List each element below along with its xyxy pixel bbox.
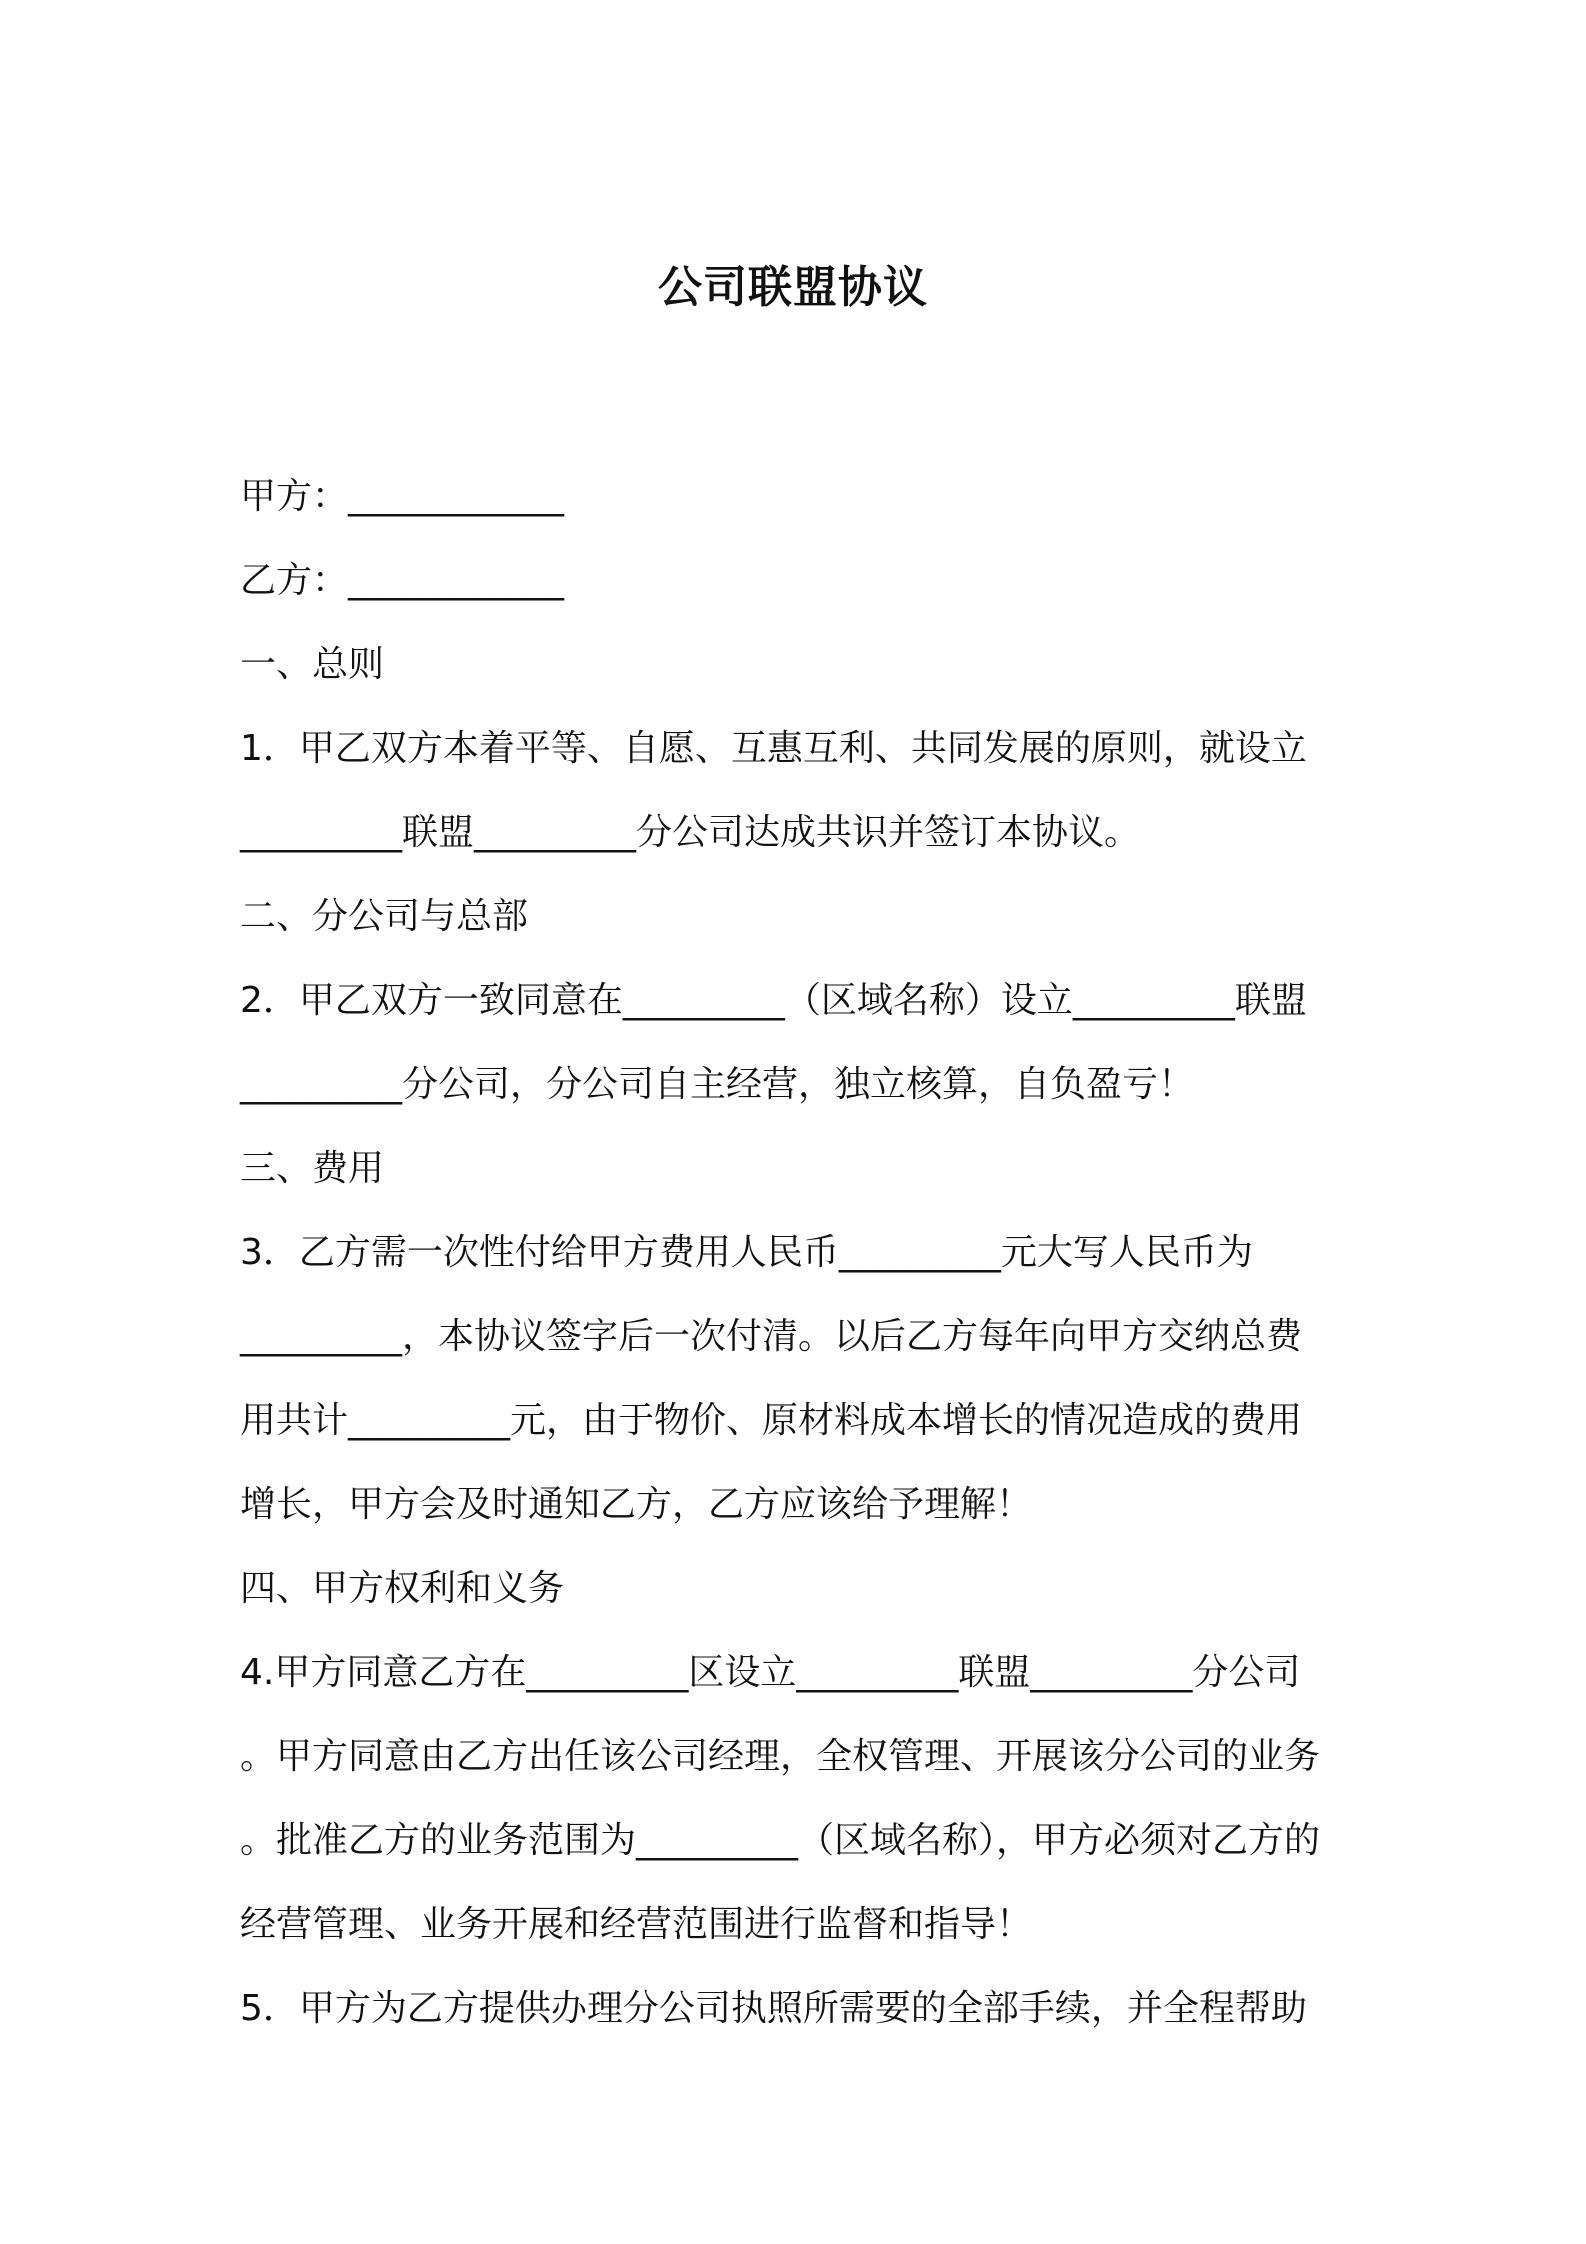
document-title: 公司联盟协议: [658, 262, 928, 313]
clause-3-line-3: 用共计_________元，由于物价、原材料成本增长的情况造成的费用: [240, 1400, 1303, 1441]
clause-5-line-1: 5．甲方为乙方提供办理分公司执照所需要的全部手续，并全程帮助: [240, 1988, 1307, 2029]
section-heading-party-a-rights: 四、甲方权利和义务: [240, 1568, 565, 1609]
section-heading-branch: 二、分公司与总部: [240, 896, 529, 937]
clause-4-line-3: 。批准乙方的业务范围为_________（区域名称），甲方必须对乙方的: [240, 1820, 1321, 1861]
document-body: [240, 455, 1356, 2051]
section-heading-general: 一、总则: [240, 644, 385, 685]
section-heading-fees: 三、费用: [240, 1148, 385, 1189]
party-a-line: 甲方：____________: [240, 476, 565, 517]
party-b-line: 乙方：____________: [240, 560, 565, 601]
clause-4-line-1: 4.甲方同意乙方在_________区设立_________联盟_________分公司: [240, 1652, 1301, 1693]
clause-1-line-1: 1．甲乙双方本着平等、自愿、互惠互利、共同发展的原则，就设立: [240, 728, 1307, 769]
clause-1-line-2: _________联盟_________分公司达成共识并签订本协议。: [240, 812, 1141, 853]
clause-3-line-4: 增长，甲方会及时通知乙方，乙方应该给予理解！: [240, 1484, 1033, 1525]
clause-4-line-4: 经营管理、业务开展和经营范围进行监督和指导！: [240, 1904, 1033, 1945]
clause-4-line-2: 。甲方同意由乙方出任该公司经理，全权管理、开展该分公司的业务: [240, 1736, 1321, 1777]
clause-3-line-2: _________，本协议签字后一次付清。以后乙方每年向甲方交纳总费: [240, 1316, 1303, 1357]
clause-2-line-1: 2．甲乙双方一致同意在_________（区域名称）设立_________联盟: [240, 980, 1307, 1021]
clause-3-line-1: 3．乙方需一次性付给甲方费用人民币_________元大写人民币为: [240, 1232, 1253, 1273]
clause-2-line-2: _________分公司，分公司自主经营，独立核算，自负盈亏！: [240, 1064, 1195, 1105]
